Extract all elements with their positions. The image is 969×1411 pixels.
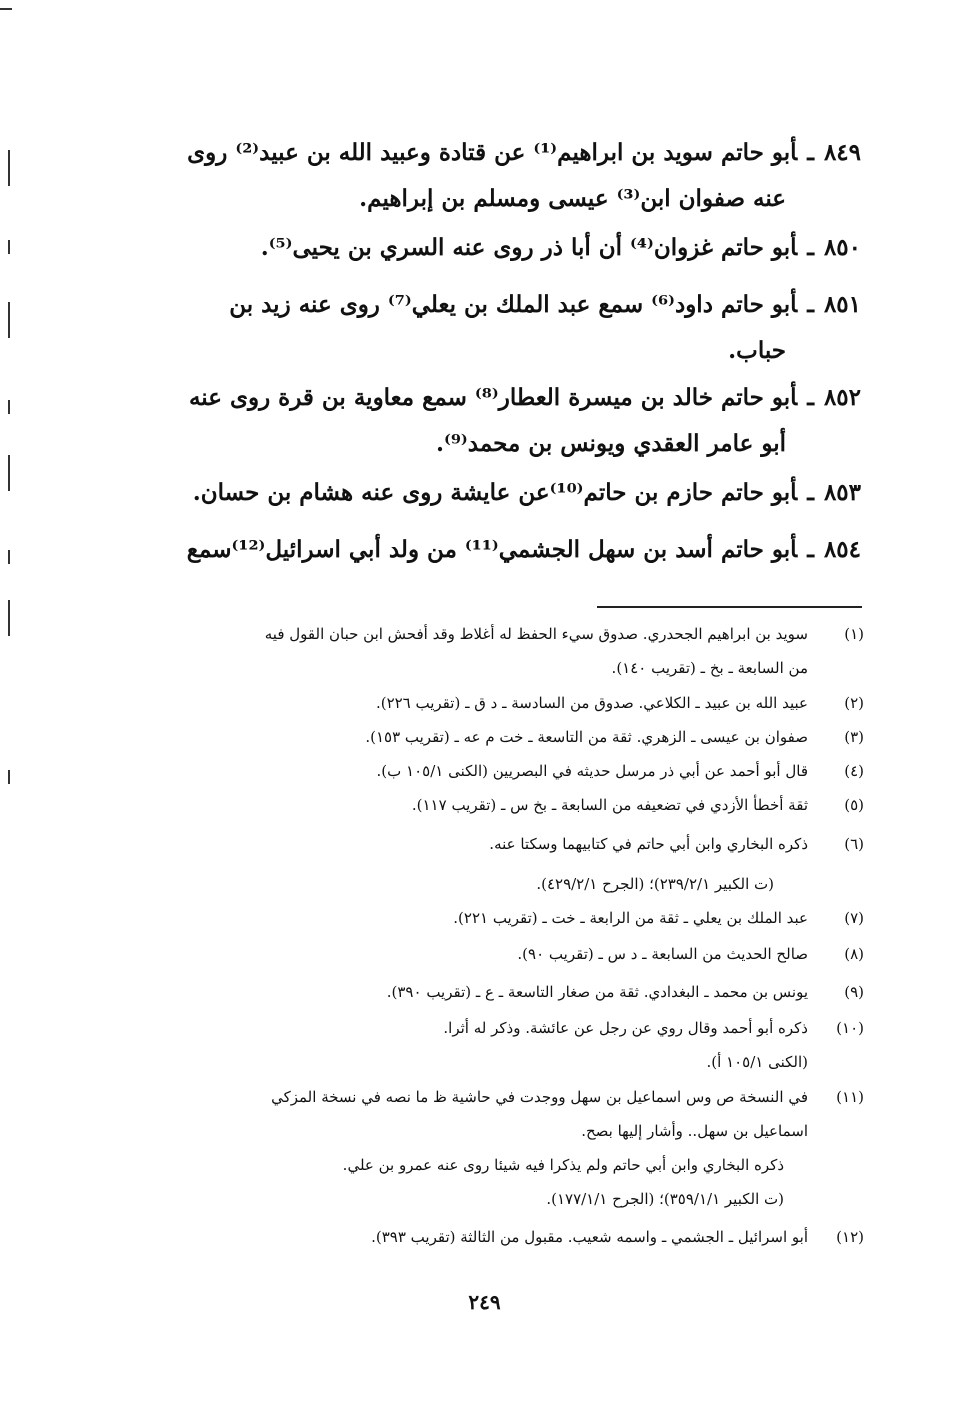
entry-dash: ـ (807, 291, 814, 318)
footnote-number: (١) (844, 625, 864, 643)
footnote-number: (٤) (844, 762, 864, 780)
entry-849 (161, 130, 861, 222)
footnote-text: ذكره البخاري وابن أبي حاتم في كتابيهما وسكتا عنه. (489, 835, 808, 853)
footnote-text: صفوان بن عيسى ـ الزهري. ثقة من التاسعة ـ خت م عه ـ (تقريب ١٥٣). (365, 728, 808, 746)
entry-851 (161, 282, 861, 374)
footnote-number: (١١) (836, 1088, 864, 1106)
footnote-text: ذكره أبو أحمد وقال روي عن رجل عن عائشة. وذكر له أثرا. (443, 1019, 808, 1037)
scan-mark (8, 150, 10, 186)
entry-text: أبو حاتم أسد بن سهل الجشمي⁽¹¹⁾ من ولد أبي اسرائيل⁽¹²⁾سمع (186, 536, 798, 563)
entry-number: ٨٤٩ (823, 139, 861, 166)
entry-number: ٨٥١ (823, 291, 861, 318)
footnote-12 (371, 1220, 864, 1254)
footnote-separator (597, 606, 862, 608)
footnote-text: عبد الملك بن يعلي ـ ثقة من الرابعة ـ خت ـ (تقريب ٢٢١). (453, 909, 808, 927)
footnote-2 (376, 686, 864, 720)
footnote-text: قال أبو أحمد عن أبي ذر مرسل حديثه في البصريين (الكنى ١٠٥/١ ب). (376, 762, 808, 780)
entry-text: أبو حاتم حازم بن حاتم⁽¹⁰⁾عن عايشة روى عنه هشام بن حسان. (192, 479, 798, 506)
footnote-continuation: من السابعة ـ بخ ـ (تقريب ١٤٠). (611, 659, 808, 677)
footnote-6 (489, 827, 864, 901)
entry-continuation: عنه صفوان ابن⁽³⁾ عيسى ومسلم بن إبراهيم. (359, 185, 786, 212)
scan-mark (8, 455, 10, 491)
scan-mark (8, 400, 10, 414)
footnote-text: سويد بن ابراهيم الجحدري. صدوق سيء الحفظ له أغلاط وقد أفحش ابن حبان القول فيه (264, 625, 808, 643)
footnote-number: (٦) (844, 835, 864, 853)
entry-continuation: حباب. (728, 337, 786, 364)
entry-dash: ـ (807, 234, 814, 261)
footnote-text: أبو اسرائيل ـ الجشمي ـ واسمه شعيب. مقبول من الثالثة (تقريب ٣٩٣). (371, 1228, 808, 1246)
entry-852 (161, 375, 861, 467)
entry-dash: ـ (807, 479, 814, 506)
entry-dash: ـ (807, 536, 814, 563)
page-number: ٢٤٩ (468, 1290, 501, 1314)
entry-850 (161, 225, 861, 271)
footnote-5 (412, 788, 864, 822)
footnote-continuation: (ت الكبير ٣٥٩/١/١)؛ (الجرح ١٧٧/١/١). (546, 1190, 784, 1208)
scan-mark (8, 770, 10, 784)
entry-number: ٨٥٣ (823, 479, 861, 506)
entry-854 (161, 527, 861, 573)
scan-mark (0, 8, 12, 10)
entry-text: أبو حاتم غزوان⁽⁴⁾ أن أبا ذر روى عنه السري بن يحيى⁽⁵⁾. (260, 234, 798, 261)
footnote-text: في النسخة ص وس اسماعيل بن سهل ووجدت في حاشية ظ ما نصه في نسخة المزكي (271, 1088, 808, 1106)
footnote-number: (٣) (844, 728, 864, 746)
entry-dash: ـ (807, 384, 814, 411)
footnote-text: عبيد الله بن عبيد ـ الكلاعي. صدوق من السادسة ـ د ق ـ (تقريب ٢٢٦). (375, 694, 808, 712)
entry-853 (161, 470, 861, 516)
entry-continuation: أبو عامر العقدي ويونس بن محمد⁽⁹⁾. (435, 430, 786, 457)
footnote-11 (271, 1080, 864, 1216)
footnote-continuation: اسماعيل بن سهل.. وأشار إليها بصح. (581, 1122, 808, 1140)
footnote-number: (٩) (844, 983, 864, 1001)
footnote-number: (١٢) (836, 1228, 864, 1246)
entry-dash: ـ (807, 139, 814, 166)
footnote-4 (377, 754, 864, 788)
footnote-number: (٥) (844, 796, 864, 814)
footnote-8 (517, 937, 864, 971)
footnote-continuation: ذكره البخاري وابن أبي حاتم ولم يذكرا فيه شيئا روى عنه عمرو بن علي. (342, 1156, 784, 1174)
footnote-continuation: (ت الكبير ٢٣٩/٢/١)؛ (الجرح ٤٢٩/٢/١). (536, 875, 774, 893)
footnote-number: (٢) (844, 694, 864, 712)
footnote-number: (٨) (844, 945, 864, 963)
footnote-number: (٧) (844, 909, 864, 927)
scan-mark (8, 240, 10, 254)
entry-text: أبو حاتم سويد بن ابراهيم⁽¹⁾ عن قتادة وعبيد الله بن عبيد⁽²⁾ روى (187, 139, 798, 166)
footnote-7 (453, 901, 864, 935)
footnote-text: صالح الحديث من السابعة ـ د س ـ (تقريب ٩٠). (517, 945, 808, 963)
footnote-text: يونس بن محمد ـ البغدادي. ثقة من صغار التاسعة ـ ع ـ (تقريب ٣٩٠). (386, 983, 808, 1001)
footnote-number: (١٠) (836, 1019, 864, 1037)
footnote-text: ثقة أخطأ الأزدي في تضعيفه من السابعة ـ بخ س ـ (تقريب ١١٧). (411, 796, 808, 814)
entry-number: ٨٥٠ (823, 234, 861, 261)
footnote-3 (365, 720, 864, 754)
footnote-9 (387, 975, 864, 1009)
entry-text: أبو حاتم خالد بن ميسرة العطار⁽⁸⁾ سمع معاوية بن قرة روى عنه (188, 384, 798, 411)
entry-text: أبو حاتم داود⁽⁶⁾ سمع عبد الملك بن يعلي⁽⁷⁾ روى عنه زيد بن (229, 291, 798, 318)
entry-number: ٨٥٤ (823, 536, 861, 563)
entry-number: ٨٥٢ (823, 384, 861, 411)
scan-mark (8, 550, 10, 564)
footnote-continuation: (الكنى ١٠٥/١ أ). (706, 1053, 808, 1071)
scan-mark (8, 600, 10, 636)
footnote-10 (443, 1011, 864, 1079)
scan-mark (8, 302, 10, 338)
footnote-1 (265, 617, 864, 685)
